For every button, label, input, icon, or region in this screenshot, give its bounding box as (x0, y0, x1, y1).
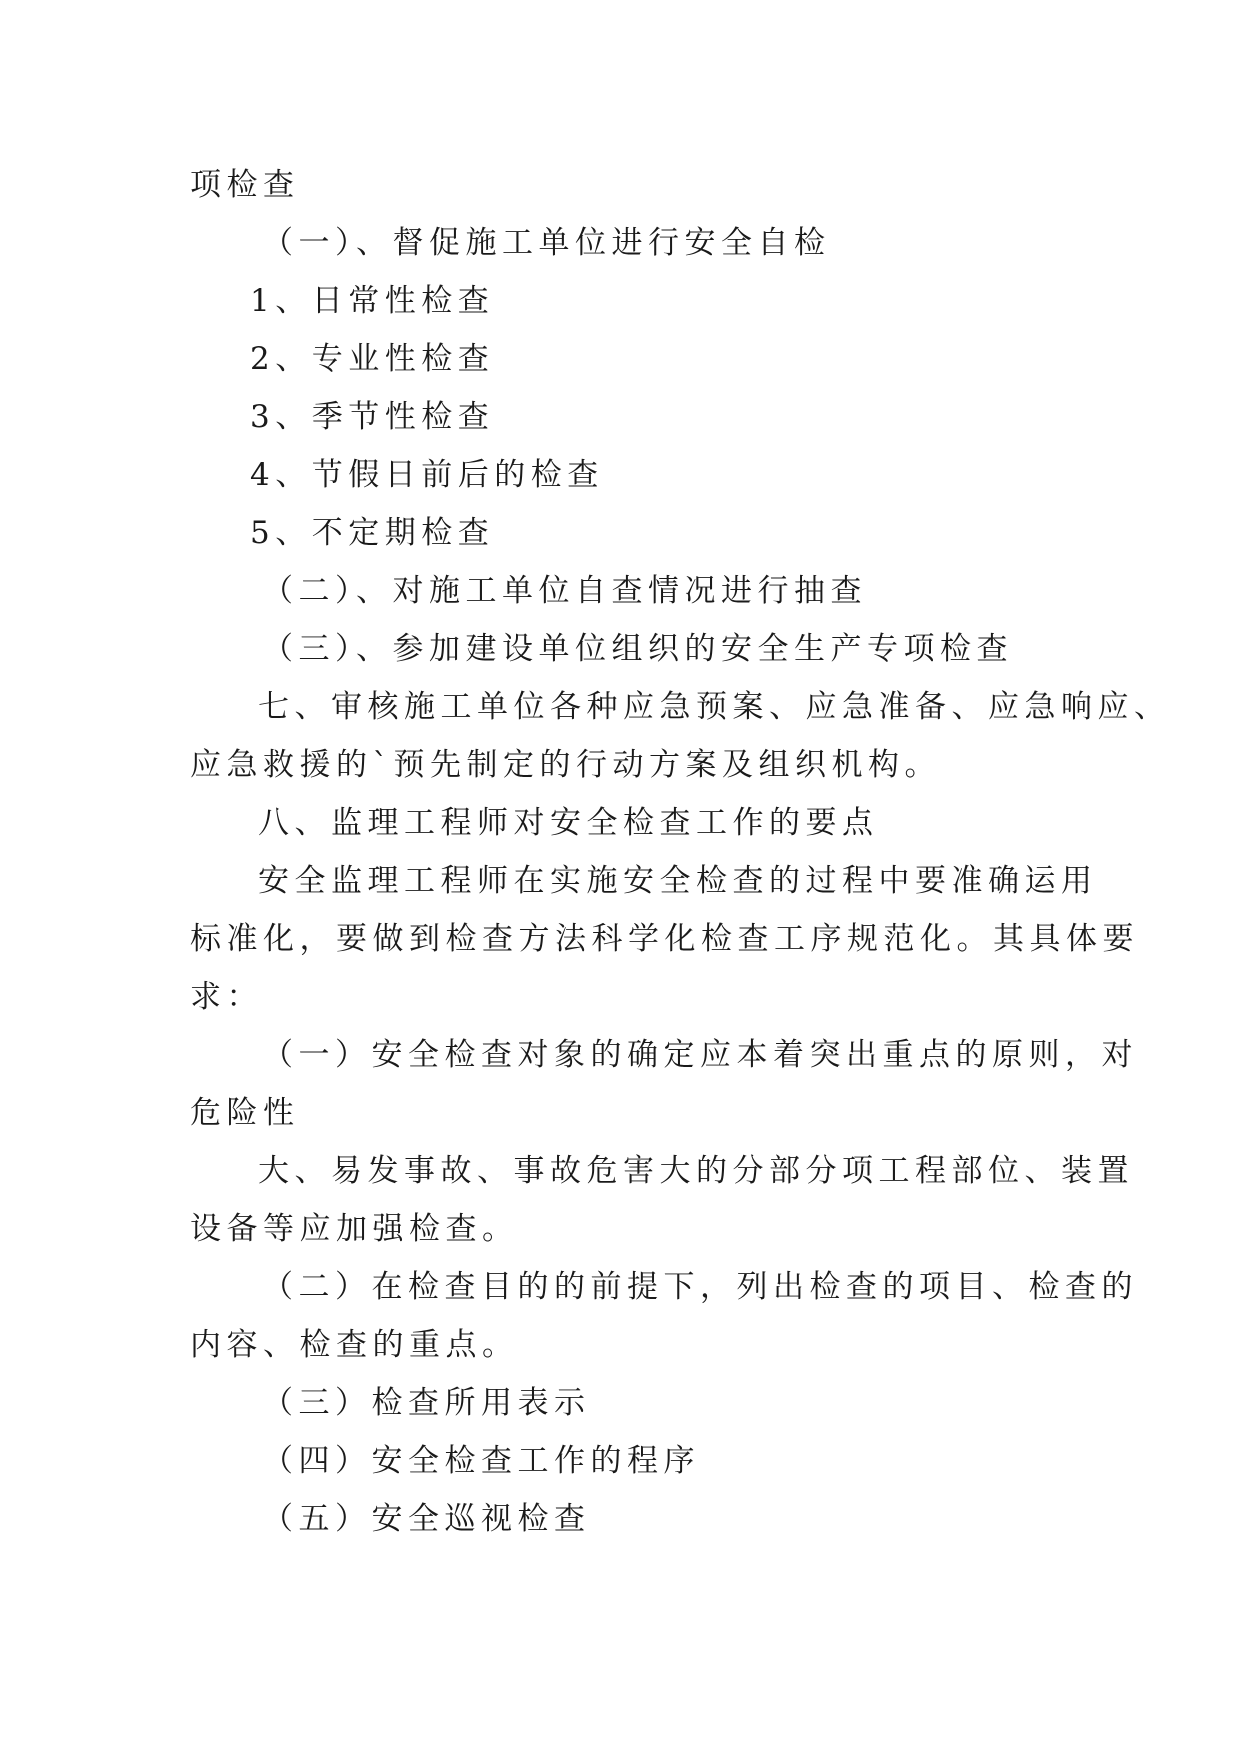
paragraph-line: 内容、检查的重点。 (190, 1327, 519, 1363)
paragraph-line: 安全监理工程师在实施安全检查的过程中要准确运用 (258, 863, 1098, 899)
paragraph-line: （二）在检查目的的前提下，列出检查的项目、检查的 (262, 1269, 1138, 1305)
section-heading: （五）安全巡视检查 (262, 1501, 591, 1537)
section-heading: （一）、督促施工单位进行安全自检 (262, 225, 831, 261)
list-item: 4、节假日前后的检查 (250, 457, 604, 493)
section-heading: （四）安全检查工作的程序 (262, 1443, 700, 1479)
section-heading: 八、监理工程师对安全检查工作的要点 (258, 805, 879, 841)
section-heading: （三）检查所用表示 (262, 1385, 591, 1421)
paragraph-line: 危险性 (190, 1095, 300, 1131)
list-item: 1、日常性检查 (250, 283, 495, 319)
paragraph-line: 大、易发事故、事故危害大的分部分项工程部位、装置 (258, 1153, 1134, 1189)
paragraph-line: （一）安全检查对象的确定应本着突出重点的原则，对 (262, 1037, 1138, 1073)
list-item: 2、专业性检查 (250, 341, 495, 377)
section-heading: （三）、参加建设单位组织的安全生产专项检查 (262, 631, 1013, 667)
list-item: 5、不定期检查 (250, 515, 495, 551)
paragraph-line: 七、审核施工单位各种应急预案、应急准备、应急响应、 (258, 689, 1171, 725)
paragraph-line: 求： (190, 979, 263, 1015)
list-item: 3、季节性检查 (250, 399, 495, 435)
section-heading: （二）、对施工单位自查情况进行抽查 (262, 573, 867, 609)
paragraph-line: 设备等应加强检查。 (190, 1211, 519, 1247)
paragraph-line: 标准化，要做到检查方法科学化检查工序规范化。其具体要 (190, 921, 1139, 957)
paragraph-line: 应急救援的`预先制定的行动方案及组织机构。 (190, 747, 941, 783)
text-line: 项检查 (190, 167, 300, 203)
